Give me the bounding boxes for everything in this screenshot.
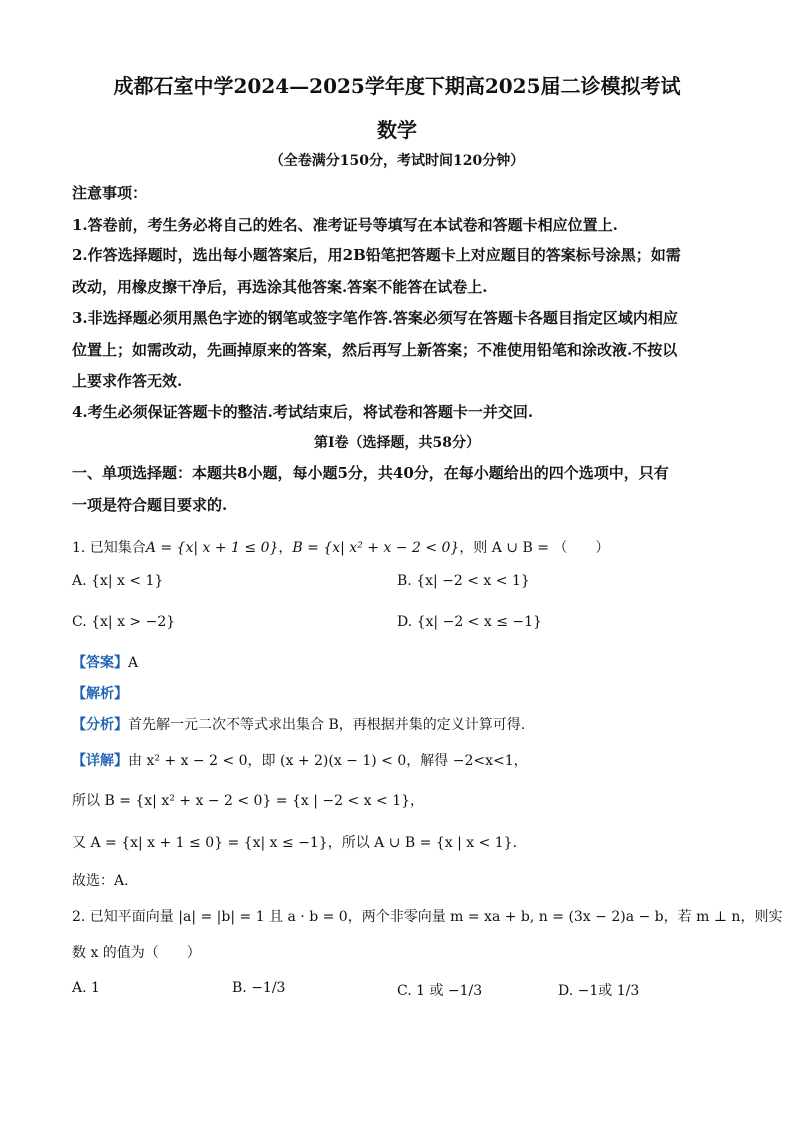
- q1-stem-prefix: 1. 已知集合: [72, 540, 146, 556]
- notice-line-3c: 上要求作答无效.: [72, 372, 183, 390]
- notice-line-2b: 改动，用橡皮擦干净后，再选涂其他答案.答案不能答在试卷上.: [72, 278, 488, 296]
- q1-solution-line-3: 又 A = {x| x + 1 ≤ 0} = {x| x ≤ −1}，所以 A ∪ B = {x | x < 1}.: [72, 835, 518, 851]
- notice-line-1: 1.答卷前，考生务必将自己的姓名、准考证号等填写在本试卷和答题卡相应位置上.: [72, 216, 618, 234]
- section-heading-a: 一、单项选择题：本题共8小题，每小题5分，共40分，在每小题给出的四个选项中，只有: [72, 464, 669, 482]
- q1-stem-suffix: ，则 A ∪ B = （ ）: [459, 540, 610, 556]
- q1-fenxi: 首先解一元二次不等式求出集合 B，再根据并集的定义计算可得.: [128, 717, 526, 733]
- q1-option-c: C. {x| x > −2}: [72, 614, 176, 630]
- q1-answer-line: [72, 652, 138, 672]
- notice-heading: 注意事项：: [72, 184, 148, 202]
- notice-line-3b: 位置上；如需改动，先画掉原来的答案，然后再写上新答案；不准使用铅笔和涂改液.不按以: [72, 341, 678, 359]
- q2-stem-line-2: 数 x 的值为（ ）: [72, 945, 201, 961]
- q2-option-a: A. 1: [72, 980, 100, 996]
- xiangjie-tag: 【详解】: [72, 753, 128, 769]
- notice-line-2a: 2.作答选择题时，选出每小题答案后，用2B铅笔把答题卡上对应题目的答案标号涂黑；如需: [72, 246, 681, 264]
- analysis-tag: 【解析】: [72, 686, 128, 702]
- q1-fenxi-line: [72, 714, 525, 734]
- q2-option-d: D. −1或 1/3: [558, 983, 640, 999]
- part1-heading: 第Ⅰ卷（选择题，共58分）: [313, 435, 481, 451]
- q1-xiangjie: 由 x² + x − 2 < 0，即 (x + 2)(x − 1) < 0，解得 −2<x<1，: [128, 753, 528, 769]
- q1-conclusion: 故选：A.: [72, 873, 129, 889]
- q2-option-c: C. 1 或 −1/3: [397, 983, 483, 999]
- section-heading-b: 一项是符合题目要求的.: [72, 496, 228, 514]
- notice-line-3a: 3.非选择题必须用黑色字迹的钢笔或签字笔作答.答案必须写在答题卡各题目指定区域内相应: [72, 309, 678, 327]
- q1-solution-line-2: 所以 B = {x| x² + x − 2 < 0} = {x | −2 < x < 1}，: [72, 793, 425, 809]
- q1-stem: [72, 537, 609, 557]
- subject-title: 数学: [377, 118, 417, 142]
- q1-xiangjie-line: [72, 750, 528, 770]
- exam-info: （全卷满分150分，考试时间120分钟）: [269, 153, 525, 169]
- q1-sep: ，: [278, 540, 293, 556]
- fenxi-tag: 【分析】: [72, 717, 128, 733]
- q2-stem-line-1: 2. 已知平面向量 |a| = |b| = 1 且 a · b = 0，两个非零向量 m = xa + b, n = (3x − 2)a − b，若 m ⊥ n，则实: [72, 909, 783, 925]
- answer-tag: 【答案】: [72, 655, 128, 671]
- q1-analysis-line: [72, 683, 128, 703]
- q1-set-a: A = {x| x + 1 ≤ 0}: [145, 540, 279, 556]
- q1-answer: A: [128, 655, 139, 671]
- q1-option-b: B. {x| −2 < x < 1}: [397, 573, 530, 589]
- q1-set-b: B = {x| x² + x − 2 < 0}: [292, 540, 460, 556]
- q2-option-b: B. −1/3: [232, 980, 286, 996]
- q1-option-a: A. {x| x < 1}: [72, 573, 164, 589]
- notice-line-4: 4.考生必须保证答题卡的整洁.考试结束后，将试卷和答题卡一并交回.: [72, 403, 534, 421]
- exam-title: 成都石室中学2024—2025学年度下期高2025届二诊模拟考试: [113, 74, 681, 98]
- q1-option-d: D. {x| −2 < x ≤ −1}: [397, 614, 542, 630]
